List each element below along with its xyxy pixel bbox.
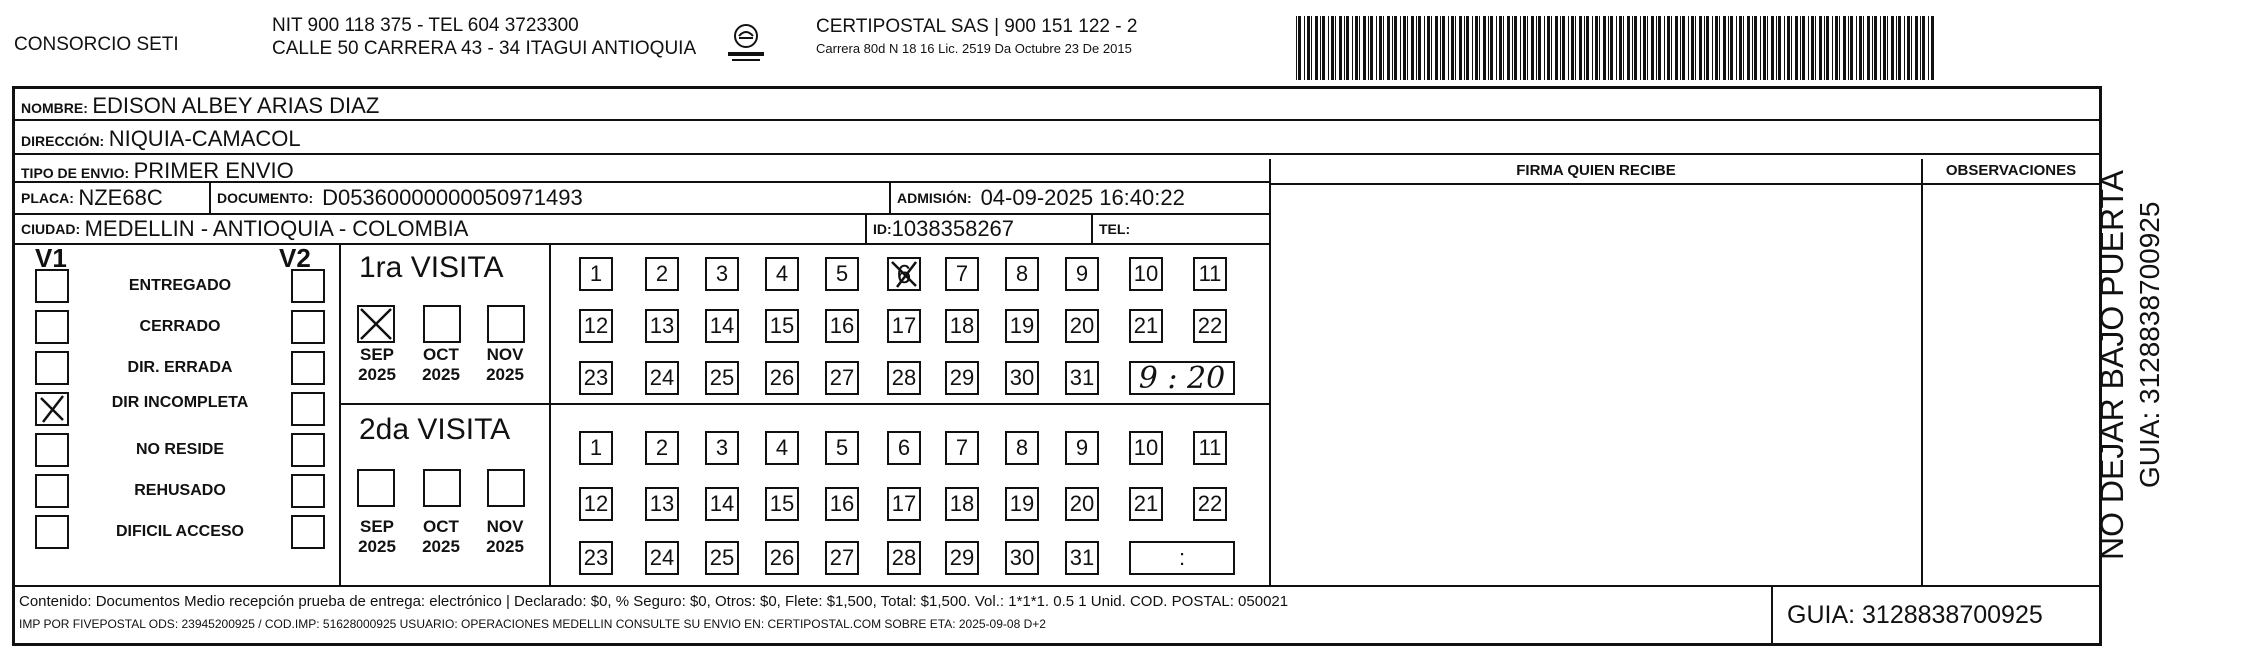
v1-dificil-acceso-checkbox[interactable] [35,515,69,549]
firma-header: FIRMA QUIEN RECIBE [1271,159,1921,185]
visit1-day-grid [551,245,1269,403]
delivery-form [12,86,2102,646]
visit1-month-nov-label: NOV 2025 [486,345,524,384]
visit2-month-sep-checkbox[interactable] [357,469,395,507]
direccion-value: NIQUIA-CAMACOL [108,126,301,151]
status-cerrado [35,310,335,344]
ciudad-row [15,215,1269,245]
status-no-reside [35,433,335,467]
visit2-day-box[interactable]: 31 [1065,541,1099,575]
visit2-day-box[interactable]: 26 [765,541,799,575]
visit1-time-field[interactable]: 9 : 20 [1129,361,1235,395]
direccion-label: DIRECCIÓN: [21,133,105,149]
visit1-day-box[interactable]: 20 [1065,309,1099,343]
visit2-day-box[interactable]: 10 [1129,431,1163,465]
visit1-day-box[interactable]: 9 [1065,257,1099,291]
visit2-day-box[interactable]: 23 [579,541,613,575]
visit2-day-box[interactable]: 3 [705,431,739,465]
visit1-day-box[interactable]: 5 [825,257,859,291]
check-mark-icon [37,394,67,424]
visit1-day-box[interactable]: 19 [1005,309,1039,343]
visit1-day-box[interactable]: 7 [945,257,979,291]
visit1-day-box[interactable]: 1 [579,257,613,291]
visit2-day-box[interactable]: 16 [825,487,859,521]
v1-label: V1 [35,243,67,273]
ciudad-label: CIUDAD: [21,221,81,237]
v2-dir-errada-checkbox[interactable] [291,351,325,385]
visit2-day-box[interactable]: 24 [645,541,679,575]
status-section [15,245,341,585]
check-mark-icon [359,307,393,341]
visit1-day-box[interactable]: 31 [1065,361,1099,395]
v1-cerrado-checkbox[interactable] [35,310,69,344]
v2-dir-incompleta-checkbox[interactable] [291,392,325,426]
visit2-day-box[interactable]: 30 [1005,541,1039,575]
visit2-day-box[interactable]: 20 [1065,487,1099,521]
visit2-day-box[interactable]: 11 [1193,431,1227,465]
visit1-day-box[interactable]: 24 [645,361,679,395]
status-label: DIFICIL ACCESO [115,523,244,540]
visit2-day-box[interactable]: 9 [1065,431,1099,465]
tipo-label: TIPO DE ENVIO: [21,165,130,181]
footer-guia [1771,587,2099,645]
nit-line: NIT 900 118 375 - TEL 604 3723300 [272,15,579,36]
visit2-day-box[interactable]: 8 [1005,431,1039,465]
visit2-day-box[interactable]: 15 [765,487,799,521]
no-dejar-bajo-puerta-text: NO DEJAR BAJO PUERTA [2094,170,2130,560]
visit2-day-box[interactable]: 19 [1005,487,1039,521]
visit2-month-oct-checkbox[interactable] [423,469,461,507]
visit1-day-box[interactable]: 18 [945,309,979,343]
visit1-day-box[interactable]: 15 [765,309,799,343]
cert-line: CERTIPOSTAL SAS | 900 151 122 - 2 [816,16,1138,37]
visit2-day-box[interactable]: 5 [825,431,859,465]
tipo-row [15,155,1269,183]
visit1-day-box[interactable]: 2 [645,257,679,291]
v1-dir-incompleta-checkbox[interactable] [35,392,69,426]
v2-cerrado-checkbox[interactable] [291,310,325,344]
placa-value: NZE68C [78,185,163,210]
visit2-time-field[interactable]: : [1129,541,1235,575]
admision-label: ADMISIÓN: [897,190,972,206]
certipostal-info [816,16,1137,60]
visit1-day-box[interactable]: 14 [705,309,739,343]
status-label: CERRADO [139,318,221,335]
footer-contenido: Contenido: Documentos Medio recepción prueba de entrega: electrónico | Declarado: $0, % Seguro: $0, Otros: $0, Flete: $1,500, Total: $1,500. Vol.: 1*1*1. 0.5 1 Unid. COD. POSTAL: 050021 [19,593,1289,610]
side-guia-text: GUIA: 3128838700925 [2134,201,2165,488]
visit2-day-box[interactable]: 13 [645,487,679,521]
license-line: Carrera 80d N 18 16 Lic. 2519 Da Octubre 23 De 2015 [816,41,1132,56]
v1-rehusado-checkbox[interactable] [35,474,69,508]
visit1-day-box[interactable]: 16 [825,309,859,343]
company-name: CONSORCIO SETI [14,34,179,55]
status-dir-errada [35,351,335,385]
id-value: 1038358267 [891,216,1015,241]
visit1-day-box[interactable]: 26 [765,361,799,395]
visit2-day-box[interactable]: 2 [645,431,679,465]
visit2-day-box[interactable]: 25 [705,541,739,575]
visit1-day-box[interactable]: 27 [825,361,859,395]
placa-label: PLACA: [21,190,74,206]
certipostal-logo-icon [722,16,770,64]
visit1-day-box[interactable]: 25 [705,361,739,395]
nombre-value: EDISON ALBEY ARIAS DIAZ [92,93,380,118]
v1-no-reside-checkbox[interactable] [35,433,69,467]
visit1-day-box[interactable]: 22 [1193,309,1227,343]
visit1-day-box[interactable]: 23 [579,361,613,395]
visit2-day-box[interactable]: 6 [887,431,921,465]
visit2-day-box[interactable]: 12 [579,487,613,521]
v2-no-reside-checkbox[interactable] [291,433,325,467]
status-dificil-acceso [35,515,335,549]
direccion-row [15,121,2099,155]
footer-imp: IMP POR FIVEPOSTAL ODS: 23945200925 / COD.IMP: 51628000925 USUARIO: OPERACIONES MEDELLIN CONSULTE SU ENVIO EN: CERTIPOSTAL.COM SOBRE ETA: 2025-09-08 D+2 [19,617,1046,631]
visit2-day-box[interactable]: 22 [1193,487,1227,521]
visit1-day-box[interactable]: 29 [945,361,979,395]
visit1-day-box[interactable]: 28 [887,361,921,395]
status-dir-incompleta [35,392,335,426]
placa-row [15,183,1269,215]
visit1-month-sep-checkbox[interactable] [357,305,395,343]
address-line: CALLE 50 CARRERA 43 - 34 ITAGUI ANTIOQUIA [272,38,697,59]
visit1-month-oct-label: OCT 2025 [422,345,460,384]
observaciones-header: OBSERVACIONES [1923,159,2099,185]
visit2-day-box[interactable]: 29 [945,541,979,575]
status-rehusado [35,474,335,508]
v2-entregado-checkbox[interactable] [291,269,325,303]
v1-entregado-checkbox[interactable] [35,269,69,303]
visit1-day-box[interactable]: 13 [645,309,679,343]
visit1-day-box[interactable]: 6 [887,257,921,291]
visit2-day-box[interactable]: 14 [705,487,739,521]
visit1-day-box[interactable]: 8 [1005,257,1039,291]
visit2-month-sep-label: SEP 2025 [358,517,396,556]
visit2-day-box[interactable]: 17 [887,487,921,521]
visit1-day-box[interactable]: 10 [1129,257,1163,291]
visit1-day-box[interactable]: 4 [765,257,799,291]
visit1-day-box[interactable]: 30 [1005,361,1039,395]
documento-label: DOCUMENTO: [217,190,314,206]
check-mark-icon [889,259,919,289]
observaciones-column[interactable] [1921,159,2099,585]
visit2-day-box[interactable]: 7 [945,431,979,465]
visit1-month-sep-label: SEP 2025 [358,345,396,384]
footer [15,585,2099,647]
visit2-day-box[interactable]: 4 [765,431,799,465]
documento-value: D05360000000050971493 [322,185,583,210]
v2-label: V2 [279,243,311,273]
visit1-day-box[interactable]: 3 [705,257,739,291]
visit2-day-box[interactable]: 18 [945,487,979,521]
visit2-day-box[interactable]: 28 [887,541,921,575]
visit1-day-box[interactable]: 17 [887,309,921,343]
tipo-value: PRIMER ENVIO [133,158,294,183]
visit1-day-box[interactable]: 12 [579,309,613,343]
visit1-day-box[interactable]: 21 [1129,309,1163,343]
status-label: ENTREGADO [128,277,232,294]
visit2-title: 2da VISITA [359,413,511,446]
firma-column[interactable] [1269,159,1921,585]
visit2-month-nov-label: NOV 2025 [486,517,524,556]
status-label: DIR. ERRADA [127,359,233,376]
v2-dificil-acceso-checkbox[interactable] [291,515,325,549]
visit2-day-grid [551,405,1269,585]
nombre-label: NOMBRE: [21,100,88,116]
barcode [1296,16,1936,80]
status-entregado [35,269,335,303]
visit1-title: 1ra VISITA [359,251,504,284]
status-label: DIR INCOMPLETA [111,394,249,411]
status-label: REHUSADO [134,482,226,499]
visit1-day-box[interactable]: 11 [1193,257,1227,291]
visit2-section [341,405,1269,585]
status-label: NO RESIDE [135,441,224,458]
visit1-month-oct-checkbox[interactable] [423,305,461,343]
visit1-section [341,245,1269,405]
v1-dir-errada-checkbox[interactable] [35,351,69,385]
footer-guia-text: GUIA: 3128838700925 [1787,601,2043,629]
admision-value: 04-09-2025 16:40:22 [980,185,1185,210]
nombre-row [15,89,2099,121]
ciudad-value: MEDELLIN - ANTIOQUIA - COLOMBIA [84,216,469,241]
tel-label: TEL: [1099,221,1131,237]
visit2-day-box[interactable]: 27 [825,541,859,575]
v2-rehusado-checkbox[interactable] [291,474,325,508]
visit2-day-box[interactable]: 21 [1129,487,1163,521]
visit2-month-nov-checkbox[interactable] [487,469,525,507]
visit1-month-nov-checkbox[interactable] [487,305,525,343]
visit2-month-oct-label: OCT 2025 [422,517,460,556]
visit2-day-box[interactable]: 1 [579,431,613,465]
company-address [272,14,696,60]
id-label: ID: [873,221,892,237]
